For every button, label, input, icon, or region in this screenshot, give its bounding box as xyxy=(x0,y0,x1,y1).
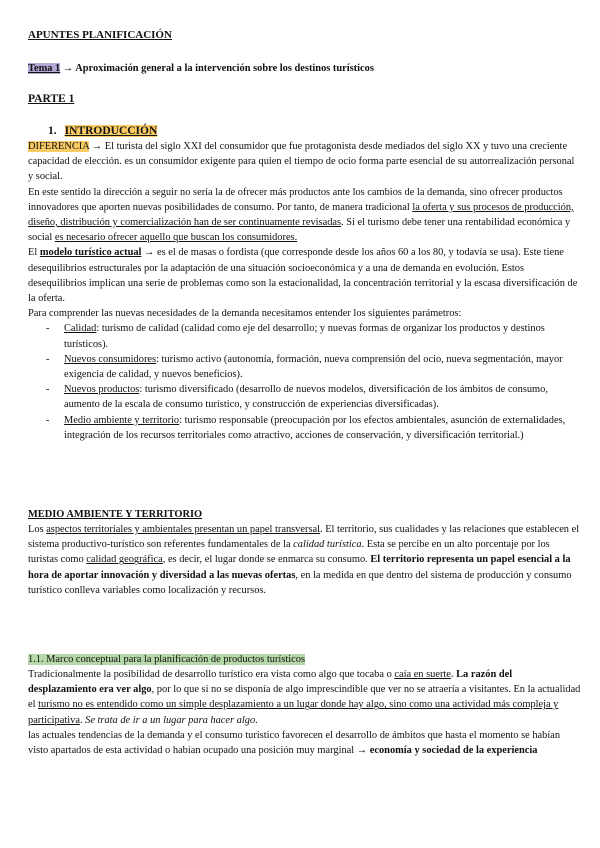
underlined-text: turismo no es entendido como un simple desplazamiento a un lugar donde hay algo, sino como una actividad más compleja y participativa xyxy=(28,699,559,726)
list-item: - Calidad: turismo de calidad (calidad como eje del desarrollo; y nuevas formas de organizar los productos y destinos turísticos). xyxy=(46,323,545,350)
underlined-text: caía en suerte xyxy=(394,669,451,680)
italic-text: Se trata de ir a un lugar para hacer algo xyxy=(85,714,256,726)
paragraph-text: Tradicionalmente la posibilidad de desarrollo turístico era vista como algo que tocaba o xyxy=(28,669,395,680)
document-title: APUNTES PLANIFICACIÓN xyxy=(28,29,172,41)
underlined-text: aspectos territoriales y ambientales presentan un papel transversal xyxy=(46,524,320,535)
tema-line xyxy=(28,61,582,76)
list-item: - Medio ambiente y territorio: turismo responsable (preocupación por los efectos ambientales, asunción de externalidades, integración de los recursos territoriales como atractivo, acciones de conservación, y diversificación territorial.) xyxy=(46,414,566,441)
list-item-text: : turismo activo (autonomía, formación, nueva comprensión del ocio, nueva segmentación, mayor exigencia de calidad, y nuevos beneficios). xyxy=(64,353,563,381)
paragraph-text: . xyxy=(79,714,86,726)
paragraph-text: . xyxy=(450,669,457,680)
paragraph-text: , es decir, el lugar donde se enmarca su consumo. xyxy=(162,554,371,566)
paragraph-text: . xyxy=(255,714,258,726)
underlined-text: es necesario ofrecer aquello que buscan los consumidores. xyxy=(54,232,298,244)
parte-heading: PARTE 1 xyxy=(28,93,75,105)
paragraph-text: En este sentido la dirección a seguir no sería la de ofrecer más productos ante los cambios de la demanda, sino ofrecer productos innovadores que aporten nuevas posibilidades de consumo. Por tanto, de manera tradicional xyxy=(28,186,563,213)
medio-heading: MEDIO AMBIENTE Y TERRITORIO xyxy=(28,509,203,520)
list-item-text: : turismo responsable (preocupación por los efectos ambientales, asunción de externalidades, integración de los recursos territoriales como atractivo, acciones de conservación, y diversificación territorial.) xyxy=(64,414,566,441)
paragraph-text: Los xyxy=(28,524,47,535)
underlined-text: la oferta y sus procesos de producción, diseño, distribución y comercialización han de ser continuamente revisadas xyxy=(28,201,574,229)
paragraph-tendencias xyxy=(28,728,582,758)
bold-text: La razón del desplazamiento era ver algo xyxy=(28,669,513,696)
list-item-term: Medio ambiente y territorio xyxy=(64,414,180,426)
paragraph-direccion xyxy=(28,185,582,246)
bold-underlined-term: modelo turístico actual xyxy=(39,247,142,259)
paragraph-text: . El territorio, sus cualidades y las relaciones que establecen el sistema productivo-turístico son referentes fundamentales de la xyxy=(28,524,580,551)
list-item-term: Nuevos consumidores xyxy=(64,353,157,365)
italic-text: calidad turística xyxy=(293,539,362,551)
paragraph-diferencia xyxy=(28,139,582,185)
tema-title: → Aproximación general a la intervención sobre los destinos turísticos xyxy=(62,63,374,74)
parameters-list xyxy=(28,321,582,443)
intro-number: 1. xyxy=(48,125,57,137)
intro-heading xyxy=(28,124,582,139)
bold-text: El territorio representa un papel esencial a la hora de aportar innovación y diversidad a las nuevas ofertas xyxy=(28,554,571,581)
medio-body xyxy=(28,522,582,598)
paragraph-parametros: Para comprender las nuevas necesidades de la demanda necesitamos entender los siguientes parámetros: xyxy=(28,308,462,320)
term-diferencia: DIFERENCIA xyxy=(28,141,90,152)
paragraph-marco xyxy=(28,667,582,728)
marco-body xyxy=(28,667,582,758)
marco-heading-text: 1.1. Marco conceptual para la planificación de productos turísticos xyxy=(28,654,305,665)
paragraph-modelo xyxy=(28,245,582,306)
paragraph-text: , en la medida en que dentro del sistema de producción y consumo turístico conlleva variables como localización y recursos. xyxy=(28,569,572,596)
paragraph-text: El xyxy=(28,247,40,259)
list-item-text: : turismo diversificado (desarrollo de nuevos modelos, diversificación de los ámbitos de consumo, aumento de la escala de consumo turístico, y construcción de experiencias diversificadas). xyxy=(64,384,548,411)
list-item: - Nuevos productos: turismo diversificado (desarrollo de nuevos modelos, diversificación de los ámbitos de consumo, aumento de la escala de consumo turístico, y construcción de experiencias diversificadas). xyxy=(46,384,548,411)
intro-title: INTRODUCCIÓN xyxy=(64,125,158,137)
paragraph-text: → es el de masas o fordista (que corresponde desde los años 60 a los 80, y todavía se usa). Este tiene desequilibrios estructurales por la adaptación de una situación socioeconómica y a una de demanda en evolución. Estos desequilibrios implican una serie de problemas como son la estacionalidad, la concentración territorial y la escasa diversificación de la oferta. xyxy=(28,247,578,305)
paragraph-text: las actuales tendencias de la demanda y el consumo turístico favorecen el desarrollo de ámbitos que hasta el momento se habían visto apartados de esta actividad o habían ocupado una posición muy marginal → xyxy=(28,729,561,757)
underlined-text: calidad geográfica xyxy=(86,554,163,566)
list-item-text: : turismo de calidad (calidad como eje del desarrollo; y nuevas formas de organizar los productos y destinos turísticos). xyxy=(64,323,545,350)
paragraph-text: . Esta se percibe en un alto porcentaje por los turistas como xyxy=(28,539,550,566)
tema-label: Tema 1 xyxy=(28,63,61,74)
marco-heading xyxy=(28,652,582,667)
paragraph-text: , por lo que si no se disponía de algo imprescindible que ver no se atraería a visitantes. En la actualidad el xyxy=(28,684,581,711)
list-item-term: Nuevos productos xyxy=(64,384,140,396)
paragraph-medio xyxy=(28,522,582,598)
paragraph-text: → El turista del siglo XXI del consumidor que fue protagonista desde mediados del siglo XX y tuvo una creciente capacidad de elección. es un consumidor exigente para quien el tiempo de ocio forma parte esencial de su autorrealización personal y social. xyxy=(28,141,575,183)
list-item-term: Calidad xyxy=(64,323,97,335)
paragraph-text: . Si el turismo debe tener una rentabilidad económica y social xyxy=(28,217,571,244)
list-item: - Nuevos consumidores: turismo activo (autonomía, formación, nueva comprensión del ocio, nueva segmentación, mayor exigencia de calidad, y nuevos beneficios). xyxy=(46,353,563,381)
intro-body xyxy=(28,139,582,443)
bold-text: economía y sociedad de la experiencia xyxy=(369,745,538,757)
